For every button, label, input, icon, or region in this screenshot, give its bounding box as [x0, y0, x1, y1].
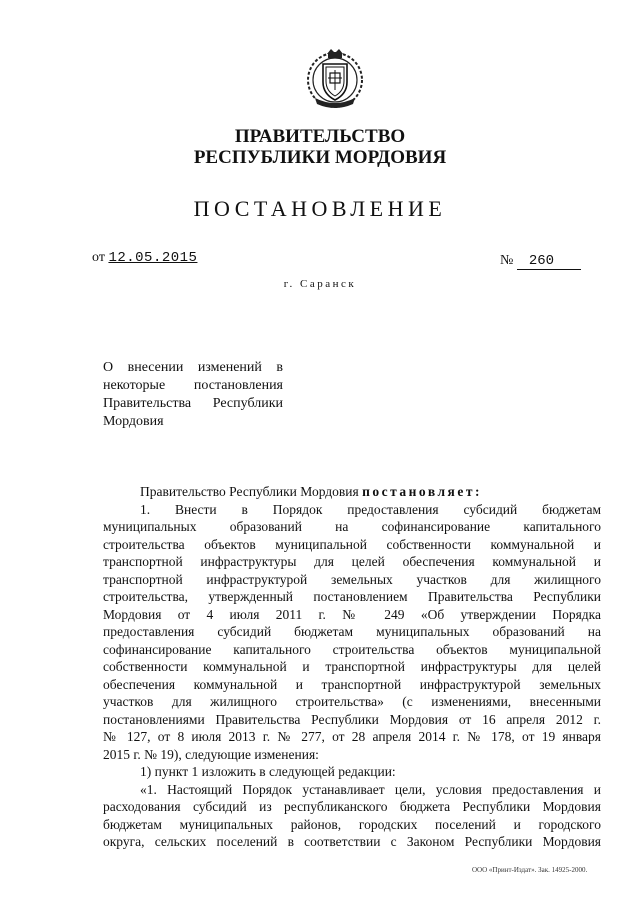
body-line: участков для жилищного строительства» (с изменениями, внесенными	[103, 694, 601, 709]
document-type: ПОСТАНОВЛЕНИЕ	[193, 196, 447, 221]
body-line: расходования субсидий из республиканского бюджета Республики Мордовия	[103, 799, 601, 814]
body-line: 1) пункт 1 изложить в следующей редакции:	[140, 764, 396, 779]
date-line	[92, 250, 197, 266]
document-number: 260	[517, 253, 581, 270]
body-line: транспортной инфраструктуры для целей обеспечения коммунальной и	[103, 554, 601, 569]
print-note: ООО «Принт-Издат». Зак. 14925-2000.	[472, 866, 588, 874]
body-line: 2015 г. № 19), следующие изменения:	[103, 746, 319, 762]
government-title-line2: РЕСПУБЛИКИ МОРДОВИЯ	[193, 147, 447, 168]
government-title-line1: ПРАВИТЕЛЬСТВО	[234, 126, 406, 147]
body-line: постановлениями Правительства Республики Мордовия от 16 апреля 2012 г.	[103, 711, 601, 727]
body-line: бюджетам муниципальных районов, городских поселений и городского	[103, 816, 601, 832]
body-line: Мордовия от 4 июля 2011 г. № 249 «Об утверждении Порядка	[103, 606, 601, 622]
body-line: софинансирование капитального строительства объектов муниципальной	[103, 641, 601, 657]
subject-line: Правительства Республики	[103, 396, 283, 411]
body-line: 1. Внести в Порядок предоставления субсидий бюджетам	[140, 501, 601, 517]
body-intro: Правительство Республики Мордовия	[140, 484, 359, 499]
number-line	[500, 253, 581, 270]
body-intro-emphasis: постановляет:	[362, 484, 482, 499]
city-label: г. Саранск	[283, 278, 357, 290]
coat-of-arms-icon	[303, 46, 367, 112]
document-date: 12.05.2015	[108, 250, 198, 266]
body-text	[103, 483, 601, 851]
subject-line: О внесении изменений в	[103, 360, 283, 375]
number-prefix: №	[500, 253, 514, 268]
body-line: строительства объектов муниципальной собственности коммунальной и	[103, 536, 601, 552]
subject-line: некоторые постановления	[103, 378, 283, 393]
body-line: собственности коммунальной и транспортной инфраструктуры для целей	[103, 659, 601, 674]
body-line: № 127, от 8 июля 2013 г. № 277, от 28 апреля 2014 г. № 178, от 19 января	[103, 729, 601, 744]
subject-line: Мордовия	[103, 414, 164, 429]
body-line: предоставления субсидий бюджетам муниципальных образований на	[103, 624, 601, 639]
body-line: муниципальных образований на софинансирование капитального	[103, 519, 601, 534]
body-line: обеспечения коммунальной и транспортной инфраструктурой земельных	[103, 676, 601, 692]
date-prefix: от	[92, 250, 105, 265]
body-line: транспортной инфраструктурой земельных участков для жилищного	[103, 571, 601, 587]
body-line: «1. Настоящий Порядок устанавливает цели, условия предоставления и	[140, 781, 601, 797]
body-line: строительства, утвержденный постановлением Правительства Республики	[103, 589, 601, 604]
body-intro-line	[103, 483, 601, 501]
body-line: округа, сельских поселений в соответствии с Законом Республики Мордовия	[103, 834, 601, 849]
subject-block	[103, 359, 283, 431]
